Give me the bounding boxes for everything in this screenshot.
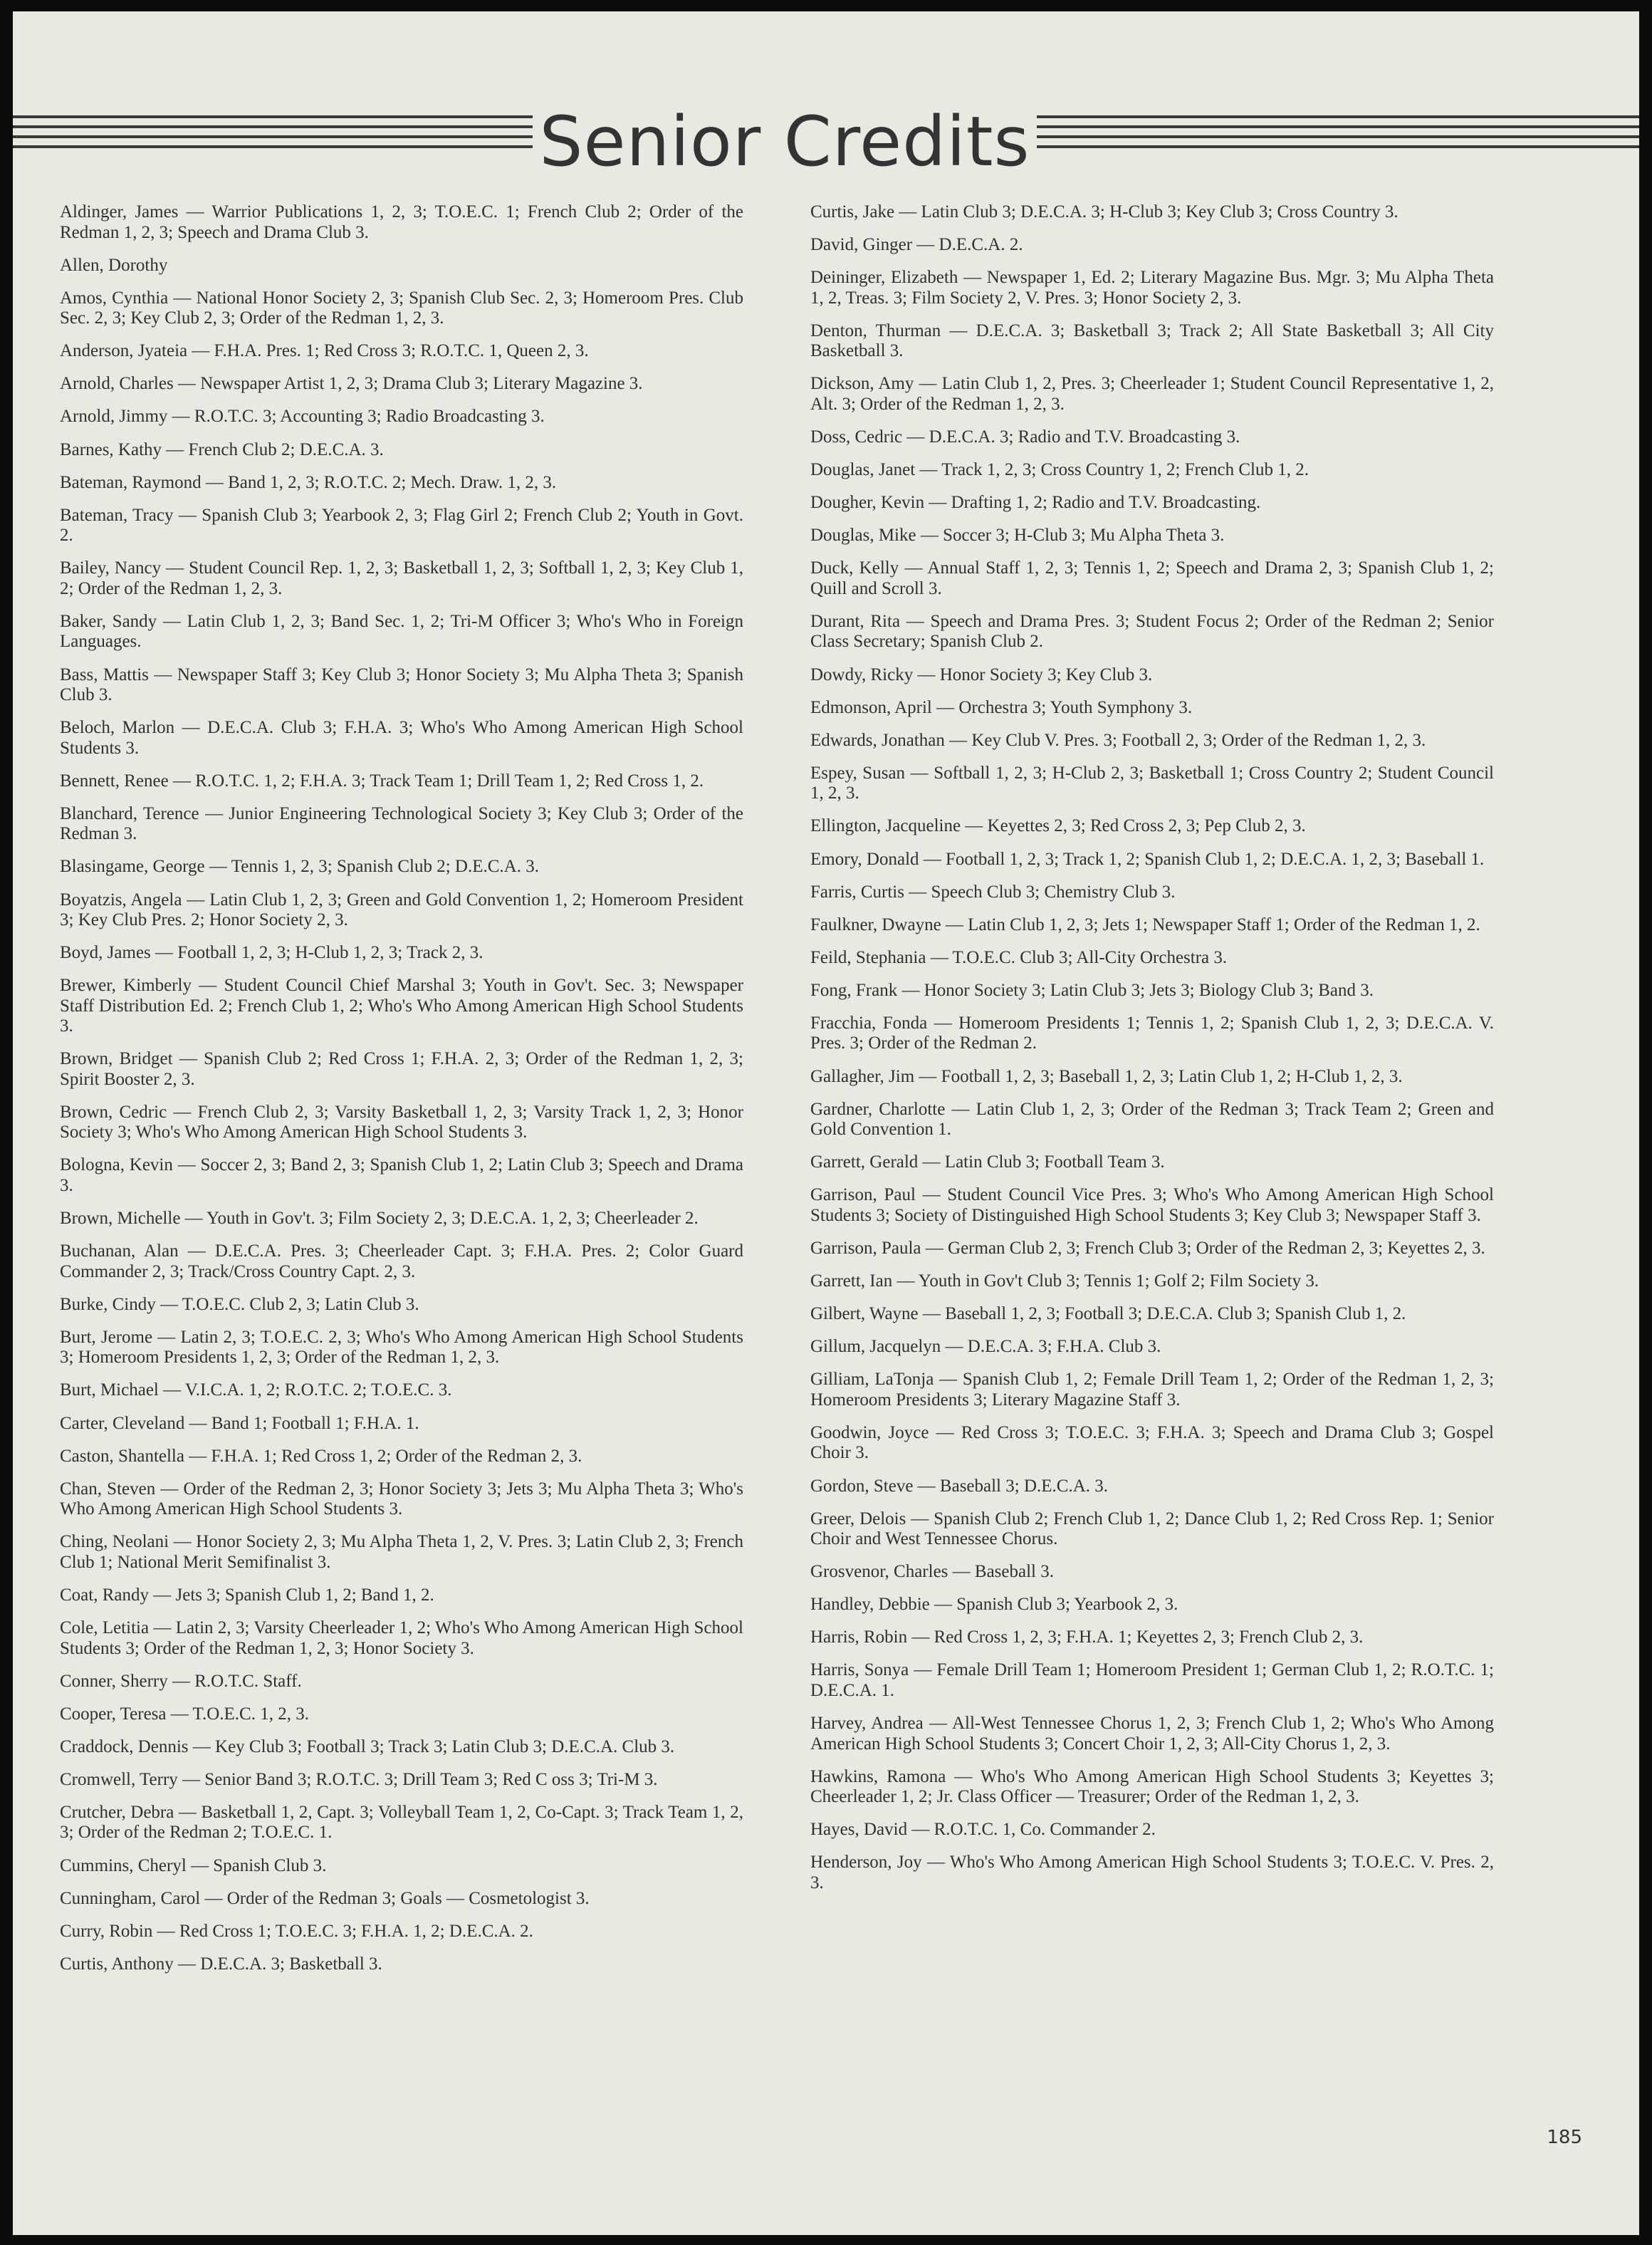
credit-entry: Fracchia, Fonda — Homeroom Presidents 1; Tennis 1, 2; Spanish Club 1, 2, 3; D.E.C.A. V. Pres. 3; Order of the Redman 2.: [810, 1013, 1494, 1053]
credit-entry: Blanchard, Terence — Junior Engineering Technological Society 3; Key Club 3; Order of the Redman 3.: [60, 803, 743, 844]
credit-entry: Carter, Cleveland — Band 1; Football 1; F.H.A. 1.: [60, 1413, 419, 1433]
credit-entry: Douglas, Mike — Soccer 3; H-Club 3; Mu Alpha Theta 3.: [810, 526, 1225, 546]
credit-entry: Gallagher, Jim — Football 1, 2, 3; Baseball 1, 2, 3; Latin Club 1, 2; H-Club 1, 2, 3.: [810, 1066, 1403, 1086]
credit-entry: Emory, Donald — Football 1, 2, 3; Track 1, 2; Spanish Club 1, 2; D.E.C.A. 1, 2, 3; Baseball 1.: [810, 849, 1485, 869]
yearbook-page: [13, 11, 1639, 2235]
credit-entry: Bailey, Nancy — Student Council Rep. 1, 2, 3; Basketball 1, 2, 3; Softball 1, 2, 3; Key Club 1, 2; Order of the Redman 1, 2, 3.: [60, 558, 743, 598]
credit-entry: Garrison, Paula — German Club 2, 3; French Club 3; Order of the Redman 2, 3; Keyettes 2, 3.: [810, 1238, 1485, 1258]
credit-entry: Bologna, Kevin — Soccer 2, 3; Band 2, 3; Spanish Club 1, 2; Latin Club 3; Speech and Drama 3.: [60, 1155, 743, 1195]
credit-entry: Dickson, Amy — Latin Club 1, 2, Pres. 3; Cheerleader 1; Student Council Representative 1, 2, Alt. 3; Order of the Redman 1, 2, 3.: [810, 374, 1494, 414]
credit-entry: Cole, Letitia — Latin 2, 3; Varsity Cheerleader 1, 2; Who's Who Among American High School Students 3; Order of the Redman 1, 2, 3; Honor Society 3.: [60, 1618, 743, 1658]
credit-entry: Denton, Thurman — D.E.C.A. 3; Basketball 3; Track 2; All State Basketball 3; All City Basketball 3.: [810, 321, 1494, 361]
credit-entry: Fong, Frank — Honor Society 3; Latin Club 3; Jets 3; Biology Club 3; Band 3.: [810, 980, 1374, 1000]
credit-entry: Durant, Rita — Speech and Drama Pres. 3; Student Focus 2; Order of the Redman 2; Senior Class Secretary; Spanish Club 2.: [810, 611, 1494, 652]
credit-entry: Garrett, Ian — Youth in Gov't Club 3; Tennis 1; Golf 2; Film Society 3.: [810, 1271, 1319, 1291]
credit-entry: Arnold, Jimmy — R.O.T.C. 3; Accounting 3; Radio Broadcasting 3.: [60, 407, 545, 427]
credit-entry: Doss, Cedric — D.E.C.A. 3; Radio and T.V. Broadcasting 3.: [810, 427, 1240, 447]
credit-entry: Douglas, Janet — Track 1, 2, 3; Cross Country 1, 2; French Club 1, 2.: [810, 460, 1309, 480]
credit-entry: Baker, Sandy — Latin Club 1, 2, 3; Band Sec. 1, 2; Tri-M Officer 3; Who's Who in Foreign Languages.: [60, 611, 743, 652]
credit-entry: Burt, Michael — V.I.C.A. 1, 2; R.O.T.C. 2; T.O.E.C. 3.: [60, 1380, 452, 1400]
credit-entry: Brown, Michelle — Youth in Gov't. 3; Film Society 2, 3; D.E.C.A. 1, 2, 3; Cheerleader 2.: [60, 1209, 699, 1229]
credit-entry: Cooper, Teresa — T.O.E.C. 1, 2, 3.: [60, 1704, 309, 1724]
credit-entry: Blasingame, George — Tennis 1, 2, 3; Spanish Club 2; D.E.C.A. 3.: [60, 857, 539, 877]
credit-entry: Crutcher, Debra — Basketball 1, 2, Capt. 3; Volleyball Team 1, 2, Co-Capt. 3; Track Team 1, 2, 3; Order of the Redman 2; T.O.E.C. 1.: [60, 1802, 743, 1843]
credit-entry: Brown, Cedric — French Club 2, 3; Varsity Basketball 1, 2, 3; Varsity Track 1, 2, 3; Honor Society 3; Who's Who Among American High School Students 3.: [60, 1102, 743, 1142]
credit-entry: Brewer, Kimberly — Student Council Chief Marshal 3; Youth in Gov't. Sec. 3; Newspaper Staff Distribution Ed. 2; French Club 1, 2; Who's Who Among American High School Students 3.: [60, 976, 743, 1036]
credit-entry: Gilliam, LaTonja — Spanish Club 1, 2; Female Drill Team 1, 2; Order of the Redman 1, 2, 3; Homeroom Presidents 3; Literary Magazine Staff 3.: [810, 1370, 1494, 1410]
credit-entry: Ellington, Jacqueline — Keyettes 2, 3; Red Cross 2, 3; Pep Club 2, 3.: [810, 816, 1306, 836]
page-header: [13, 95, 1639, 188]
credit-entry: Faulkner, Dwayne — Latin Club 1, 2, 3; Jets 1; Newspaper Staff 1; Order of the Redman 1, 2.: [810, 915, 1480, 934]
credit-entry: Cummins, Cheryl — Spanish Club 3.: [60, 1855, 327, 1875]
credit-entry: Brown, Bridget — Spanish Club 2; Red Cross 1; F.H.A. 2, 3; Order of the Redman 1, 2, 3; Spirit Booster 2, 3.: [60, 1049, 743, 1089]
credit-entry: Curry, Robin — Red Cross 1; T.O.E.C. 3; F.H.A. 1, 2; D.E.C.A. 2.: [60, 1921, 533, 1941]
credit-entry: Espey, Susan — Softball 1, 2, 3; H-Club 2, 3; Basketball 1; Cross Country 2; Student Council 1, 2, 3.: [810, 763, 1494, 803]
credit-entry: Duck, Kelly — Annual Staff 1, 2, 3; Tennis 1, 2; Speech and Drama 2, 3; Spanish Club 1, 2; Quill and Scroll 3.: [810, 558, 1494, 598]
credit-entry: Curtis, Anthony — D.E.C.A. 3; Basketball 3.: [60, 1954, 382, 1974]
header-rules-right: [1037, 115, 1639, 165]
credit-entry: Anderson, Jyateia — F.H.A. Pres. 1; Red Cross 3; R.O.T.C. 1, Queen 2, 3.: [60, 341, 589, 361]
credit-entry: Beloch, Marlon — D.E.C.A. Club 3; F.H.A. 3; Who's Who Among American High School Students 3.: [60, 718, 743, 758]
credit-entry: David, Ginger — D.E.C.A. 2.: [810, 235, 1023, 255]
credit-entry: Bateman, Raymond — Band 1, 2, 3; R.O.T.C. 2; Mech. Draw. 1, 2, 3.: [60, 472, 557, 492]
credit-entry: Caston, Shantella — F.H.A. 1; Red Cross 1, 2; Order of the Redman 2, 3.: [60, 1446, 582, 1466]
credit-entry: Garrett, Gerald — Latin Club 3; Football Team 3.: [810, 1152, 1165, 1172]
credits-column-left: [60, 202, 743, 1987]
credit-entry: Boyd, James — Football 1, 2, 3; H-Club 1, 2, 3; Track 2, 3.: [60, 943, 483, 963]
credit-entry: Curtis, Jake — Latin Club 3; D.E.C.A. 3; H-Club 3; Key Club 3; Cross Country 3.: [810, 202, 1399, 222]
credit-entry: Cromwell, Terry — Senior Band 3; R.O.T.C. 3; Drill Team 3; Red C oss 3; Tri-M 3.: [60, 1769, 658, 1789]
credits-column-right: [810, 202, 1494, 1906]
credit-entry: Gardner, Charlotte — Latin Club 1, 2, 3; Order of the Redman 3; Track Team 2; Green and Gold Convention 1.: [810, 1099, 1494, 1140]
credit-entry: Goodwin, Joyce — Red Cross 3; T.O.E.C. 3; F.H.A. 3; Speech and Drama Club 3; Gospel Choir 3.: [810, 1422, 1494, 1463]
credit-entry: Hayes, David — R.O.T.C. 1, Co. Commander 2.: [810, 1820, 1156, 1840]
credit-entry: Dowdy, Ricky — Honor Society 3; Key Club 3.: [810, 665, 1153, 684]
credit-entry: Cunningham, Carol — Order of the Redman 3; Goals — Cosmetologist 3.: [60, 1888, 590, 1908]
credit-entry: Garrison, Paul — Student Council Vice Pres. 3; Who's Who Among American High School Students 3; Society of Distinguished High School Students 3; Key Club 3; Newspaper Staff 3.: [810, 1185, 1494, 1225]
credit-entry: Ching, Neolani — Honor Society 2, 3; Mu Alpha Theta 1, 2, V. Pres. 3; Latin Club 2, 3; French Club 1; National Merit Semifinalist 3.: [60, 1532, 743, 1572]
credit-entry: Gilbert, Wayne — Baseball 1, 2, 3; Football 3; D.E.C.A. Club 3; Spanish Club 1, 2.: [810, 1304, 1406, 1324]
credit-entry: Harris, Sonya — Female Drill Team 1; Homeroom President 1; German Club 1, 2; R.O.T.C. 1; D.E.C.A. 1.: [810, 1660, 1494, 1700]
credit-entry: Allen, Dorothy: [60, 255, 168, 275]
credit-entry: Barnes, Kathy — French Club 2; D.E.C.A. 3.: [60, 439, 384, 459]
credit-entry: Amos, Cynthia — National Honor Society 2, 3; Spanish Club Sec. 2, 3; Homeroom Pres. Club Sec. 2, 3; Key Club 2, 3; Order of the Redman 1, 2, 3.: [60, 288, 743, 328]
credit-entry: Henderson, Joy — Who's Who Among American High School Students 3; T.O.E.C. V. Pres. 2, 3.: [810, 1853, 1494, 1892]
credit-entry: Boyatzis, Angela — Latin Club 1, 2, 3; Green and Gold Convention 1, 2; Homeroom President 3; Key Club Pres. 2; Honor Society 2, 3.: [60, 890, 743, 929]
header-rules-left: [13, 115, 533, 165]
credit-entry: Feild, Stephania — T.O.E.C. Club 3; All-City Orchestra 3.: [810, 947, 1228, 967]
credit-entry: Chan, Steven — Order of the Redman 2, 3; Honor Society 3; Jets 3; Mu Alpha Theta 3; Who's Who Among American High School Students 3.: [60, 1479, 743, 1519]
credit-entry: Dougher, Kevin — Drafting 1, 2; Radio and T.V. Broadcasting.: [810, 493, 1261, 513]
credit-entry: Gillum, Jacquelyn — D.E.C.A. 3; F.H.A. Club 3.: [810, 1337, 1161, 1357]
credit-entry: Deininger, Elizabeth — Newspaper 1, Ed. 2; Literary Magazine Bus. Mgr. 3; Mu Alpha Theta 1, 2, Treas. 3; Film Society 2, V. Pres. 3; Honor Society 2, 3.: [810, 268, 1494, 308]
credit-entry: Harris, Robin — Red Cross 1, 2, 3; F.H.A. 1; Keyettes 2, 3; French Club 2, 3.: [810, 1627, 1364, 1647]
page-number: 185: [1547, 2127, 1582, 2148]
credit-entry: Bennett, Renee — R.O.T.C. 1, 2; F.H.A. 3; Track Team 1; Drill Team 1, 2; Red Cross 1, 2.: [60, 771, 704, 791]
credit-entry: Aldinger, James — Warrior Publications 1, 2, 3; T.O.E.C. 1; French Club 2; Order of the Redman 1, 2, 3; Speech and Drama Club 3.: [60, 202, 743, 242]
credit-entry: Coat, Randy — Jets 3; Spanish Club 1, 2; Band 1, 2.: [60, 1585, 434, 1605]
credit-entry: Gordon, Steve — Baseball 3; D.E.C.A. 3.: [810, 1476, 1109, 1496]
credit-entry: Arnold, Charles — Newspaper Artist 1, 2, 3; Drama Club 3; Literary Magazine 3.: [60, 374, 643, 394]
credit-entry: Farris, Curtis — Speech Club 3; Chemistry Club 3.: [810, 882, 1176, 902]
credit-entry: Edmonson, April — Orchestra 3; Youth Symphony 3.: [810, 697, 1193, 717]
credit-entry: Grosvenor, Charles — Baseball 3.: [810, 1562, 1054, 1582]
credit-entry: Greer, Delois — Spanish Club 2; French Club 1, 2; Dance Club 1, 2; Red Cross Rep. 1; Senior Choir and West Tennessee Chorus.: [810, 1509, 1494, 1549]
credit-entry: Conner, Sherry — R.O.T.C. Staff.: [60, 1671, 302, 1691]
credit-entry: Harvey, Andrea — All-West Tennessee Chorus 1, 2, 3; French Club 1, 2; Who's Who Among American High School Students 3; Concert Choir 1, 2, 3; All-City Chorus 1, 2, 3.: [810, 1714, 1494, 1754]
credit-entry: Handley, Debbie — Spanish Club 3; Yearbook 2, 3.: [810, 1595, 1178, 1615]
credit-entry: Craddock, Dennis — Key Club 3; Football 3; Track 3; Latin Club 3; D.E.C.A. Club 3.: [60, 1736, 675, 1756]
credit-entry: Buchanan, Alan — D.E.C.A. Pres. 3; Cheerleader Capt. 3; F.H.A. Pres. 2; Color Guard Commander 2, 3; Track/Cross Country Capt. 2, 3.: [60, 1241, 743, 1281]
credit-entry: Hawkins, Ramona — Who's Who Among American High School Students 3; Keyettes 3; Cheerleader 1, 2; Jr. Class Officer — Treasurer; Order of the Redman 1, 2, 3.: [810, 1766, 1494, 1807]
credit-entry: Bass, Mattis — Newspaper Staff 3; Key Club 3; Honor Society 3; Mu Alpha Theta 3; Spanish Club 3.: [60, 665, 743, 705]
credit-entry: Edwards, Jonathan — Key Club V. Pres. 3; Football 2, 3; Order of the Redman 1, 2, 3.: [810, 730, 1426, 750]
credit-entry: Burt, Jerome — Latin 2, 3; T.O.E.C. 2, 3; Who's Who Among American High School Students 3; Homeroom Presidents 1, 2, 3; Order of the Redman 1, 2, 3.: [60, 1327, 743, 1368]
page-title: Senior Credits: [539, 102, 1030, 182]
credit-entry: Bateman, Tracy — Spanish Club 3; Yearbook 2, 3; Flag Girl 2; French Club 2; Youth in Govt. 2.: [60, 505, 743, 546]
credit-entry: Burke, Cindy — T.O.E.C. Club 2, 3; Latin Club 3.: [60, 1294, 419, 1314]
